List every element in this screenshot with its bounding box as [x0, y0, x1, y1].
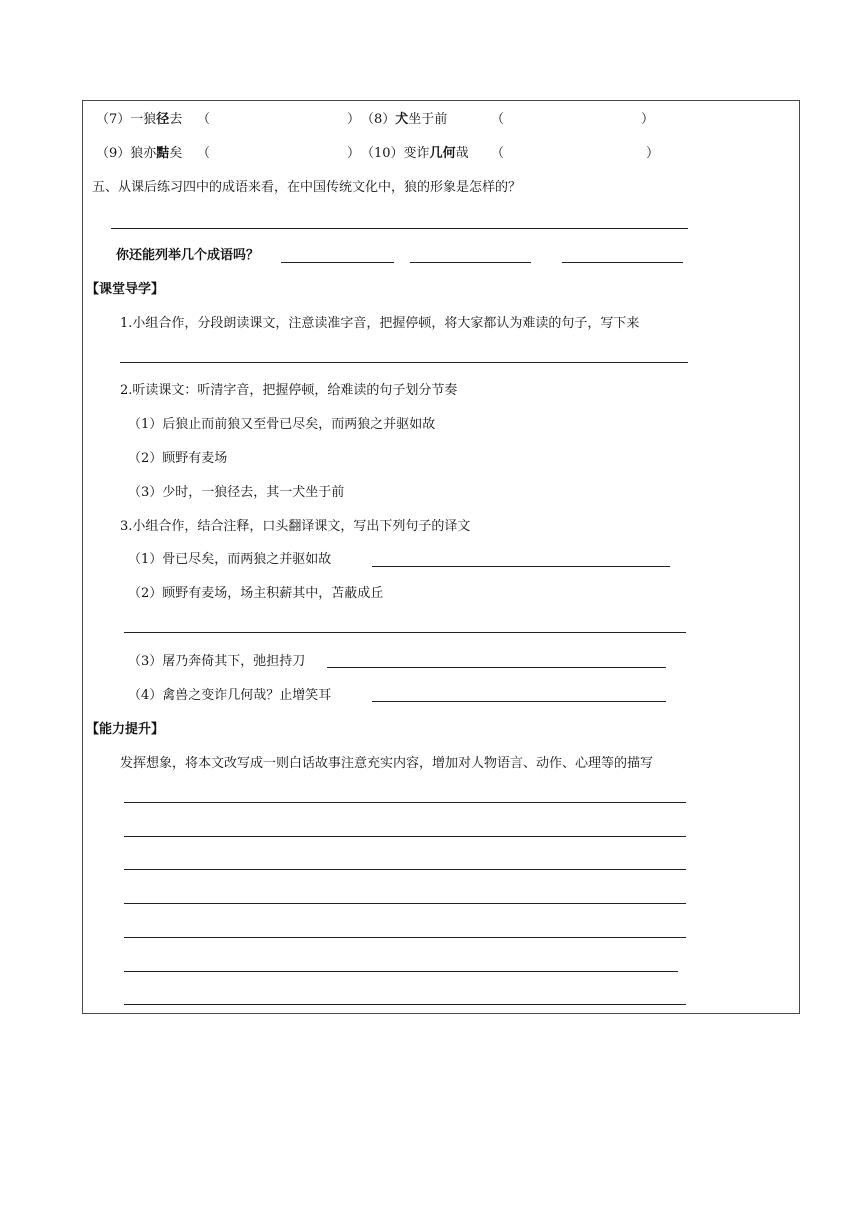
item-text: 去: [169, 112, 183, 127]
item-key-char: 黠: [156, 146, 170, 161]
writing-line[interactable]: [124, 903, 686, 904]
writing-line[interactable]: [124, 836, 686, 837]
answer-paren-open: （: [491, 146, 505, 161]
writing-line[interactable]: [124, 937, 686, 938]
section-heading-classroom: 【课堂导学】: [86, 282, 165, 297]
answer-line[interactable]: [120, 362, 688, 363]
writing-line[interactable]: [124, 971, 678, 972]
item-key-char: 几何: [429, 146, 456, 161]
item-key-char: 犬: [395, 112, 409, 127]
answer-paren-open: （: [197, 146, 211, 161]
writing-line[interactable]: [124, 1004, 686, 1005]
task-1: 1.小组合作，分段朗读课文，注意读准字音，把握停顿，将大家都认为难读的句子，写下来: [120, 316, 640, 331]
answer-paren-close: ）: [641, 112, 655, 127]
answer-line[interactable]: [372, 701, 666, 702]
task-3-item: （1）骨已尽矣，而两狼之并驱如故: [128, 552, 332, 567]
task-3-item: （2）顾野有麦场，场主积薪其中，苫蔽成丘: [128, 586, 384, 601]
section-heading-ability: 【能力提升】: [86, 722, 165, 737]
item-text: 哉: [455, 146, 469, 161]
item-text: 狼亦: [130, 146, 157, 161]
task-2-item: （1）后狼止而前狼又至骨已尽矣，而两狼之并驱如故: [128, 417, 436, 432]
task-2: 2.听读课文：听清字音，把握停顿，给难读的句子划分节奏: [120, 383, 458, 398]
task-2-item: （3）少时，一狼径去，其一犬坐于前: [128, 485, 345, 500]
item-number: （9）: [96, 146, 131, 161]
answer-paren-open: （: [197, 112, 211, 127]
idiom-blank-3[interactable]: [562, 262, 683, 263]
item-text: 一狼: [130, 112, 157, 127]
answer-line[interactable]: [372, 566, 670, 567]
writing-line[interactable]: [124, 802, 686, 803]
task-3: 3.小组合作，结合注释，口头翻译课文，写出下列句子的译文: [120, 519, 471, 534]
answer-paren-close: ）: [646, 146, 660, 161]
ability-task: 发挥想象，将本文改写成一则白话故事注意充实内容，增加对人物语言、动作、心理等的描写: [120, 756, 654, 771]
task-3-item: （3）屠乃奔倚其下，弛担持刀: [128, 654, 306, 669]
answer-line[interactable]: [111, 228, 688, 229]
question-five: 五、从课后练习四中的成语来看，在中国传统文化中，狼的形象是怎样的？: [92, 180, 522, 195]
vocab-item-9: [96, 146, 182, 162]
task-3-item: （4）禽兽之变诈几何哉？止增笑耳: [128, 688, 332, 703]
idiom-blank-2[interactable]: [410, 262, 531, 263]
answer-paren-close: ）: [347, 146, 361, 161]
item-number: （8）: [361, 112, 396, 127]
answer-line[interactable]: [124, 632, 686, 633]
idiom-blank-1[interactable]: [281, 262, 394, 263]
item-key-char: 径: [156, 112, 170, 127]
vocab-item-10: [361, 146, 469, 162]
writing-line[interactable]: [124, 869, 686, 870]
vocab-item-8: [361, 112, 447, 128]
item-text: 变诈: [403, 146, 430, 161]
answer-paren-open: （: [491, 112, 505, 127]
item-text: 坐于前: [408, 112, 448, 127]
item-number: （7）: [96, 112, 131, 127]
item-text: 矣: [169, 146, 183, 161]
answer-paren-close: ）: [347, 112, 361, 127]
idiom-prompt: 你还能列举几个成语吗？: [116, 248, 260, 263]
task-2-item: （2）顾野有麦场: [128, 451, 228, 466]
answer-line[interactable]: [327, 667, 666, 668]
item-number: （10）: [361, 146, 404, 161]
vocab-item-7: [96, 112, 182, 128]
